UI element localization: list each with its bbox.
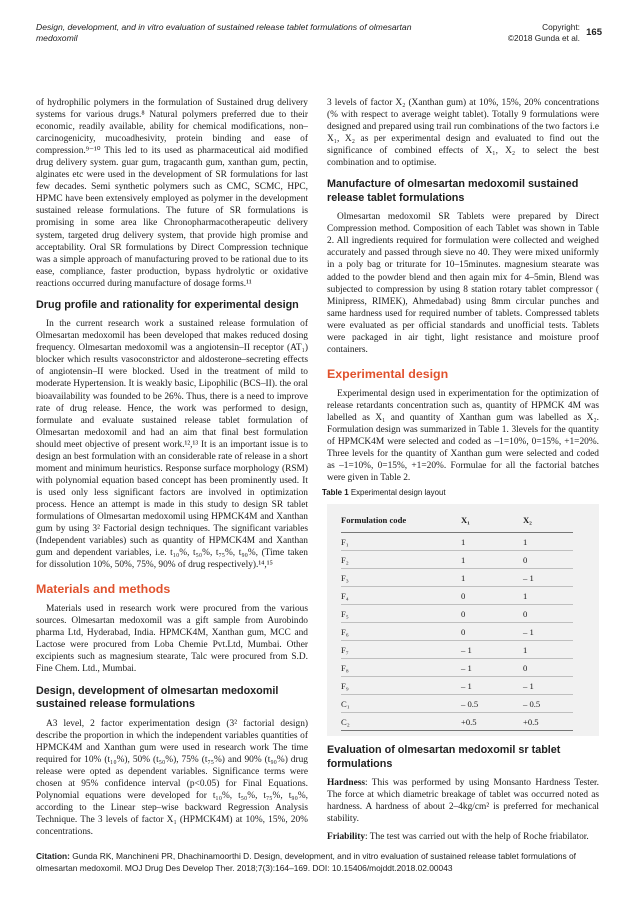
table-cell: F₅	[341, 605, 461, 623]
table-cell: 1	[523, 641, 573, 659]
table-body	[341, 533, 573, 731]
table-row	[341, 695, 573, 713]
experimental-design-heading: Experimental design	[327, 366, 449, 381]
table-cell: – 1	[523, 677, 573, 695]
experimental-design-paragraph: Experimental design used in experimentation for the optimization of release retardants concentration such as, quantity of HPMCK 4M was labelled as X₁ and quantity of Xanthan gum was labelled as X₂. Formulation design was summarized in Table 1. 3levels for the quantity of HPMCK4M were selected and coded as –1=10%, 0=15%, +1=20%. Three levels for the quantity of Xanthan gum were selected and coded as –1=10%, 0=15%, +1=20%. Formulae for all the factorial batches were given in Table 2.	[327, 388, 599, 484]
table-cell: F₁	[341, 533, 461, 551]
friability-paragraph	[327, 831, 599, 843]
intro-paragraph: of hydrophilic polymers in the formulation of Sustained drug delivery systems for various drugs.⁸ Natural polymers preferred due to their economic, readily available, ability for chemical modifications, non–carcinogenicity, mucoadhesivity, protein binding and ease of compression.⁹⁻¹⁰ This led to its used as pharmaceutical aid modified drug delivery system. guar gum, tragacanth gum, xanthan gum, pectin, alginates etc were used in the development of SR formulations for last few decades. Semi synthetic polymers such as CMC, SCMC, HPC, HPMC have been extensively employed as polymer in the development sustained release formulations. The future of SR formulations is promising in some area like Chronopharmacotherapeutic delivery system, targeted drug delivery system, that provide high promise and acceptability. Oral SR formulations by Direct Compression technique was a simple approach of manufacturing proved to be rational due to its ease, compliance, faster production, bypass hydrolytic or oxidative reactions occurred during manufacture of dosage forms.¹¹	[36, 98, 308, 289]
table-cell: 0	[461, 587, 523, 605]
citation-text: Gunda RK, Manchineni PR, Dhachinamoorthi D. Design, development, and in vitro evaluation of sustained release tablet formulations of olmesartan medoxomil. MOJ Drug Des Develop Ther. 2018;7(3):164–169. DOI: 10.15406/mojddt.2018.02.00043	[36, 851, 577, 873]
copyright-text: ©2018 Gunda et al.	[507, 33, 580, 43]
table-cell: – 1	[523, 623, 573, 641]
experimental-design-table	[341, 515, 573, 731]
table-cell: C₂	[341, 713, 461, 731]
table-cell: – 1	[461, 677, 523, 695]
table-cell: – 0.5	[523, 695, 573, 713]
citation-footer	[36, 851, 602, 874]
friability-label: Friability	[327, 832, 366, 843]
table-cell: 0	[523, 551, 573, 569]
table-row	[341, 605, 573, 623]
table-row	[341, 551, 573, 569]
design-heading: Design, development of olmesartan medoxomil sustained release formulations	[36, 684, 279, 711]
table-cell: F₉	[341, 677, 461, 695]
friability-text: : The test was carried out with the help of Roche friabilator.	[365, 832, 589, 843]
table-cell: – 1	[461, 641, 523, 659]
table-cell: 0	[523, 605, 573, 623]
table-cell: 0	[461, 605, 523, 623]
running-header-title: Design, development, and in vitro evaluation of sustained release tablet formulations of olmesartan medoxomil	[36, 22, 412, 43]
table-cell: F₂	[341, 551, 461, 569]
continuation-paragraph: 3 levels of factor X₂ (Xanthan gum) at 10%, 15%, 20% concentrations (% with respect to average weight tablet). Totally 9 formulations were designed and prepared using trail run combinations of the two factors i.e X₁, X₂ as per experimental design and evaluated to find out the significance of combined effects of X₁, X₂ to select the best combination and to optimise.	[327, 98, 599, 169]
table-row	[341, 533, 573, 551]
evaluation-heading: Evaluation of olmesartan medoxomil sr tablet formulations	[327, 744, 561, 770]
materials-paragraph: Materials used in research work were procured from the various sources. Olmesartan medoxomil was a gift sample from Aurobindo pharma Ltd, Hyderabad, India. HPMCK4M, Xanthan gum, MCC and Lactose were procured from Loba Chemie Pvt.Ltd, Mumbai. Other excipients such as magnesium stearate, Talc were procured from S.D. Fine Chem. Ltd., Mumbai.	[36, 604, 308, 675]
table-cell: F₃	[341, 569, 461, 587]
table-cell: F₈	[341, 659, 461, 677]
table-caption-text: Experimental design layout	[350, 488, 446, 498]
page-number: 165	[586, 27, 602, 38]
table-header-cell: Formulation code	[341, 515, 461, 533]
hardness-text: : This was performed by using Monsanto Hardness Tester. The force at which diametric breakage of tablet was occurred noted as hardness. A hardness of about 2–4kg/cm² is preferred for mechanical stability.	[327, 778, 599, 825]
right-column	[322, 97, 599, 843]
copyright-label: Copyright:	[542, 22, 580, 32]
drug-profile-paragraph: In the current research work a sustained release formulation of Olmesartan medoxomil has been developed that makes reduced dosing frequency. Olmesartan medoxomil was a angiotensin–II receptor (AT₁) blocker which results vasoconstrictor and aldosterone–secreting effects of angiotensin–II were blocked. Used in the treatment of mild to moderate Hypertension. It is weakly basic, Lipophilic (BCS–II). the oral bioavailability was founded to be 26%. Thus, there is a need to improve rate of drug release. Hence, the work was performed to design, formulate and evaluate sustained release tablet formulation of Olmesartan medoxomil and had an aim that final best formulation should meet objective of present work.¹²,¹³ It is an important issue is to design an best formulation with an considerable rate of release in a short moment and minimum heuristics. Response surface morphology (RSM) with polynomial equation based concept has been prominently used. It is used only less significant factors are involved in optimization process. Hence an attempt is made in this study to design SR tablet formulations of Olmesartan medoxomil using HPMCK4M and Xanthan gum by using 3² Factorial design techniques. The significant variables (Independent variables) such as quantity of HPMCK4M and Xanthan gum and dependent variables, i.e. t₁₀%, t₅₀%, t₇₅%, t₉₀%, (Time taken for dissolution 10%, 50%, 75%, 90% of drug respectively).¹⁴,¹⁵	[36, 319, 308, 571]
table-row	[341, 641, 573, 659]
materials-heading: Materials and methods	[36, 582, 171, 597]
table-row	[341, 587, 573, 605]
table-cell: F₇	[341, 641, 461, 659]
manufacture-paragraph: Olmesartan medoxomil SR Tablets were prepared by Direct Compression method. Composition of each Tablet was shown in Table 2. All ingredients required for formulation were collected and weighed accurately and passed through sieve no 40. They were mixed uniformly in a poly bag or triturate for 10–15minutes. magnesium stearate was added to the powder blend and then again mix for 4–5min, Blend was subjected to compression by using 8 station rotary tablet compressor ( Minipress, RIMEK), Ahmedabad) using 8mm circular punches and same hardness used for required number of tablets. Compressed tablets were evaluated as per official standards and unofficial tests. Tablets were packaged in air tight, light resistance and moisture proof containers.	[327, 212, 599, 355]
design-paragraph: A3 level, 2 factor experimentation design (3² factorial design) describe the proportion in which the independent variables quantities of HPMCK4M and Xanthan gum were used in research work The time required for 10% (t₁₀%), 50% (t₅₀%), 75% (t₇₅%) and 90% (t₉₀%) drug release were opted as dependent variables. Significance terms were chosen at 95% confidence interval (p<0.05) for Final Equations. Polynomial equations were developed for t₁₀%, t₅₀%, t₇₅%, t₉₀%, according to the Linear step–wise backward Regression Analysis Technique. The 3 levels of factor X₁ (HPMCK4M) at 10%, 15%, 20% concentrations.	[36, 718, 308, 837]
table-header-row	[341, 515, 573, 533]
left-column	[36, 97, 308, 838]
table-container	[327, 504, 599, 736]
table-cell: 0	[523, 659, 573, 677]
table-header-cell: X₁	[461, 515, 523, 533]
table-cell: 0	[461, 623, 523, 641]
table-row	[341, 677, 573, 695]
copyright-notice	[508, 22, 580, 44]
drug-profile-heading: Drug profile and rationality for experimental design	[36, 298, 299, 311]
table-cell: F₆	[341, 623, 461, 641]
table-header-cell: X₂	[523, 515, 573, 533]
table-cell: C₁	[341, 695, 461, 713]
table-row	[341, 659, 573, 677]
table-cell: 1	[523, 533, 573, 551]
table-cell: +0.5	[523, 713, 573, 731]
table-cell: – 0.5	[461, 695, 523, 713]
manufacture-heading: Manufacture of olmesartan medoxomil sustained release tablet formulations	[327, 178, 579, 204]
table-row	[341, 623, 573, 641]
table-cell: 1	[461, 533, 523, 551]
table-cell: 1	[523, 587, 573, 605]
table-caption	[322, 488, 599, 497]
hardness-label: Hardness	[327, 778, 366, 789]
table-cell: F₄	[341, 587, 461, 605]
table-cell: 1	[461, 551, 523, 569]
table-row	[341, 713, 573, 731]
table-cell: – 1	[461, 659, 523, 677]
table-cell: 1	[461, 569, 523, 587]
hardness-paragraph	[327, 777, 599, 825]
table-row	[341, 569, 573, 587]
table-cell: – 1	[523, 569, 573, 587]
citation-label: Citation:	[36, 851, 70, 861]
table-caption-label: Table 1	[322, 488, 349, 498]
table-cell: +0.5	[461, 713, 523, 731]
